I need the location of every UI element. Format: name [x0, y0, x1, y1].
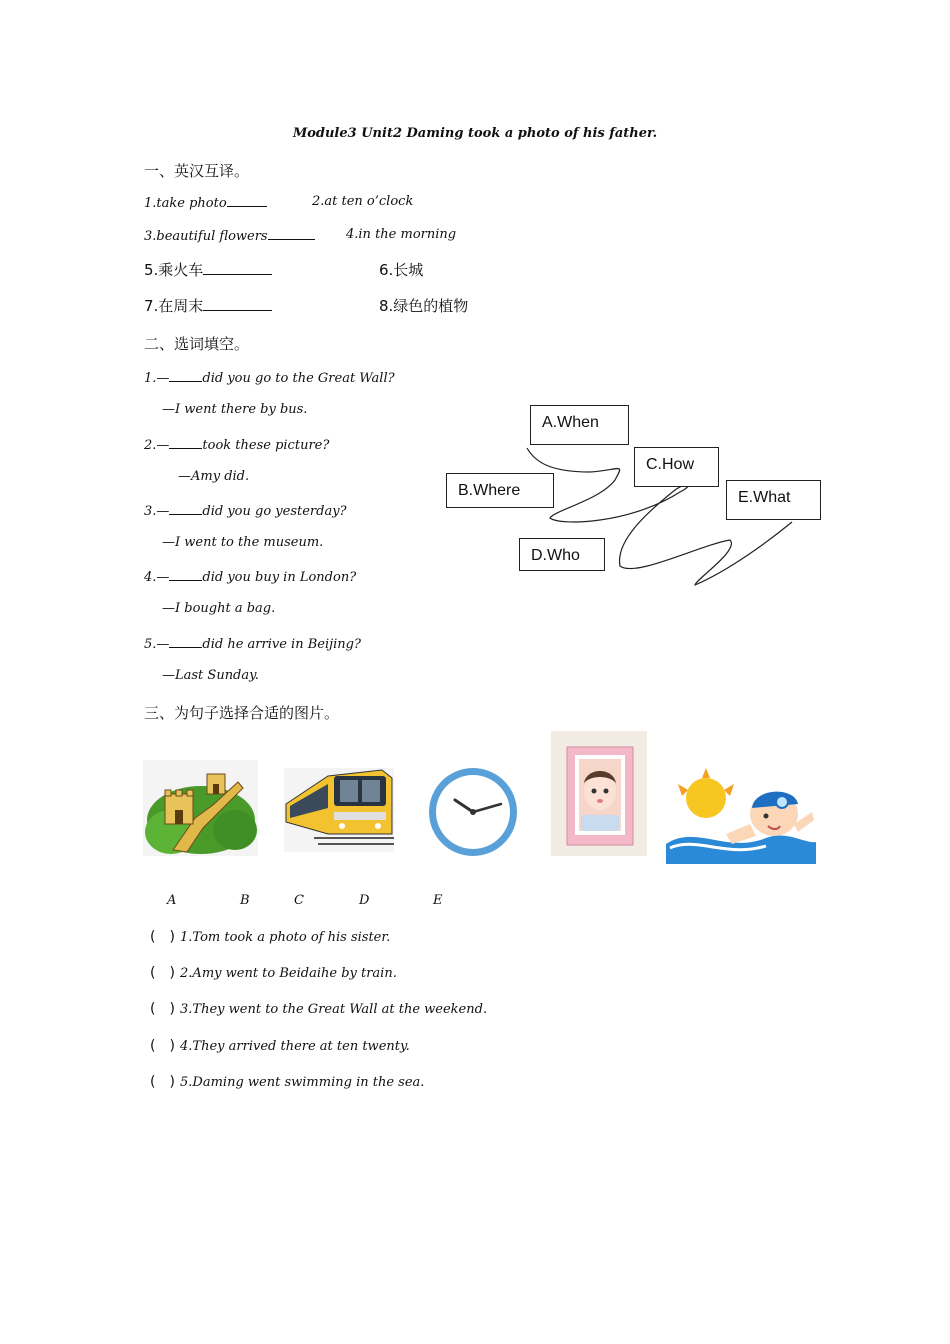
great-wall-picture: [143, 760, 258, 856]
question-4: 4.— did you buy in London?: [144, 570, 357, 585]
swimming-boy-picture: [666, 764, 816, 864]
train-picture: [284, 768, 394, 852]
question-3: 3.— did you go yesterday?: [144, 504, 347, 519]
picture-label-a: A: [167, 893, 177, 908]
sentence-3: ( ) 3.They went to the Great Wall at the weekend.: [150, 1001, 488, 1017]
sentence-2: ( ) 2.Amy went to Beidaihe by train.: [150, 965, 397, 981]
option-b-where: B.Where: [446, 473, 554, 508]
sentence-1: ( ) 1.Tom took a photo of his sister.: [150, 929, 391, 945]
question-1: 1.— did you go to the Great Wall?: [144, 371, 395, 386]
section2-heading: 二、选词填空。: [144, 335, 250, 353]
clock-picture: [427, 766, 519, 858]
picture-label-d: D: [359, 893, 370, 908]
page-title: Module3 Unit2 Daming took a photo of his father.: [292, 126, 658, 141]
picture-label-e: E: [433, 893, 443, 908]
item-4: 4.in the morning: [346, 227, 457, 242]
option-a-when: A.When: [530, 405, 629, 445]
answer-5: —Last Sunday.: [162, 668, 259, 683]
question-5: 5.— did he arrive in Beijing?: [144, 637, 361, 652]
section3-heading: 三、为句子选择合适的图片。: [144, 704, 340, 722]
option-e-what: E.What: [726, 480, 821, 520]
option-d-who: D.Who: [519, 538, 605, 571]
answer-4: —I bought a bag.: [162, 601, 276, 616]
section1-heading: 一、英汉互译。: [144, 162, 250, 180]
option-c-how: C.How: [634, 447, 719, 487]
answer-1: —I went there by bus.: [162, 402, 308, 417]
answer-2: —Amy did.: [178, 469, 250, 484]
question-2: 2.— took these picture?: [144, 438, 330, 453]
picture-label-c: C: [294, 893, 304, 908]
answer-3: —I went to the museum.: [162, 535, 324, 550]
item-6: 6.长城: [379, 261, 424, 279]
sentence-4: ( ) 4.They arrived there at ten twenty.: [150, 1038, 410, 1054]
item-8: 8.绿色的植物: [379, 297, 469, 315]
item-3: 3.beautiful flowers: [144, 227, 315, 244]
item-1: 1.take photo: [144, 194, 267, 211]
item-5: 5.乘火车: [144, 259, 272, 280]
picture-label-b: B: [240, 893, 250, 908]
item-2: 2.at ten o’clock: [312, 194, 414, 209]
sentence-5: ( ) 5.Daming went swimming in the sea.: [150, 1074, 425, 1090]
item-7: 7.在周末: [144, 295, 272, 316]
photo-frame-picture: [551, 731, 647, 856]
